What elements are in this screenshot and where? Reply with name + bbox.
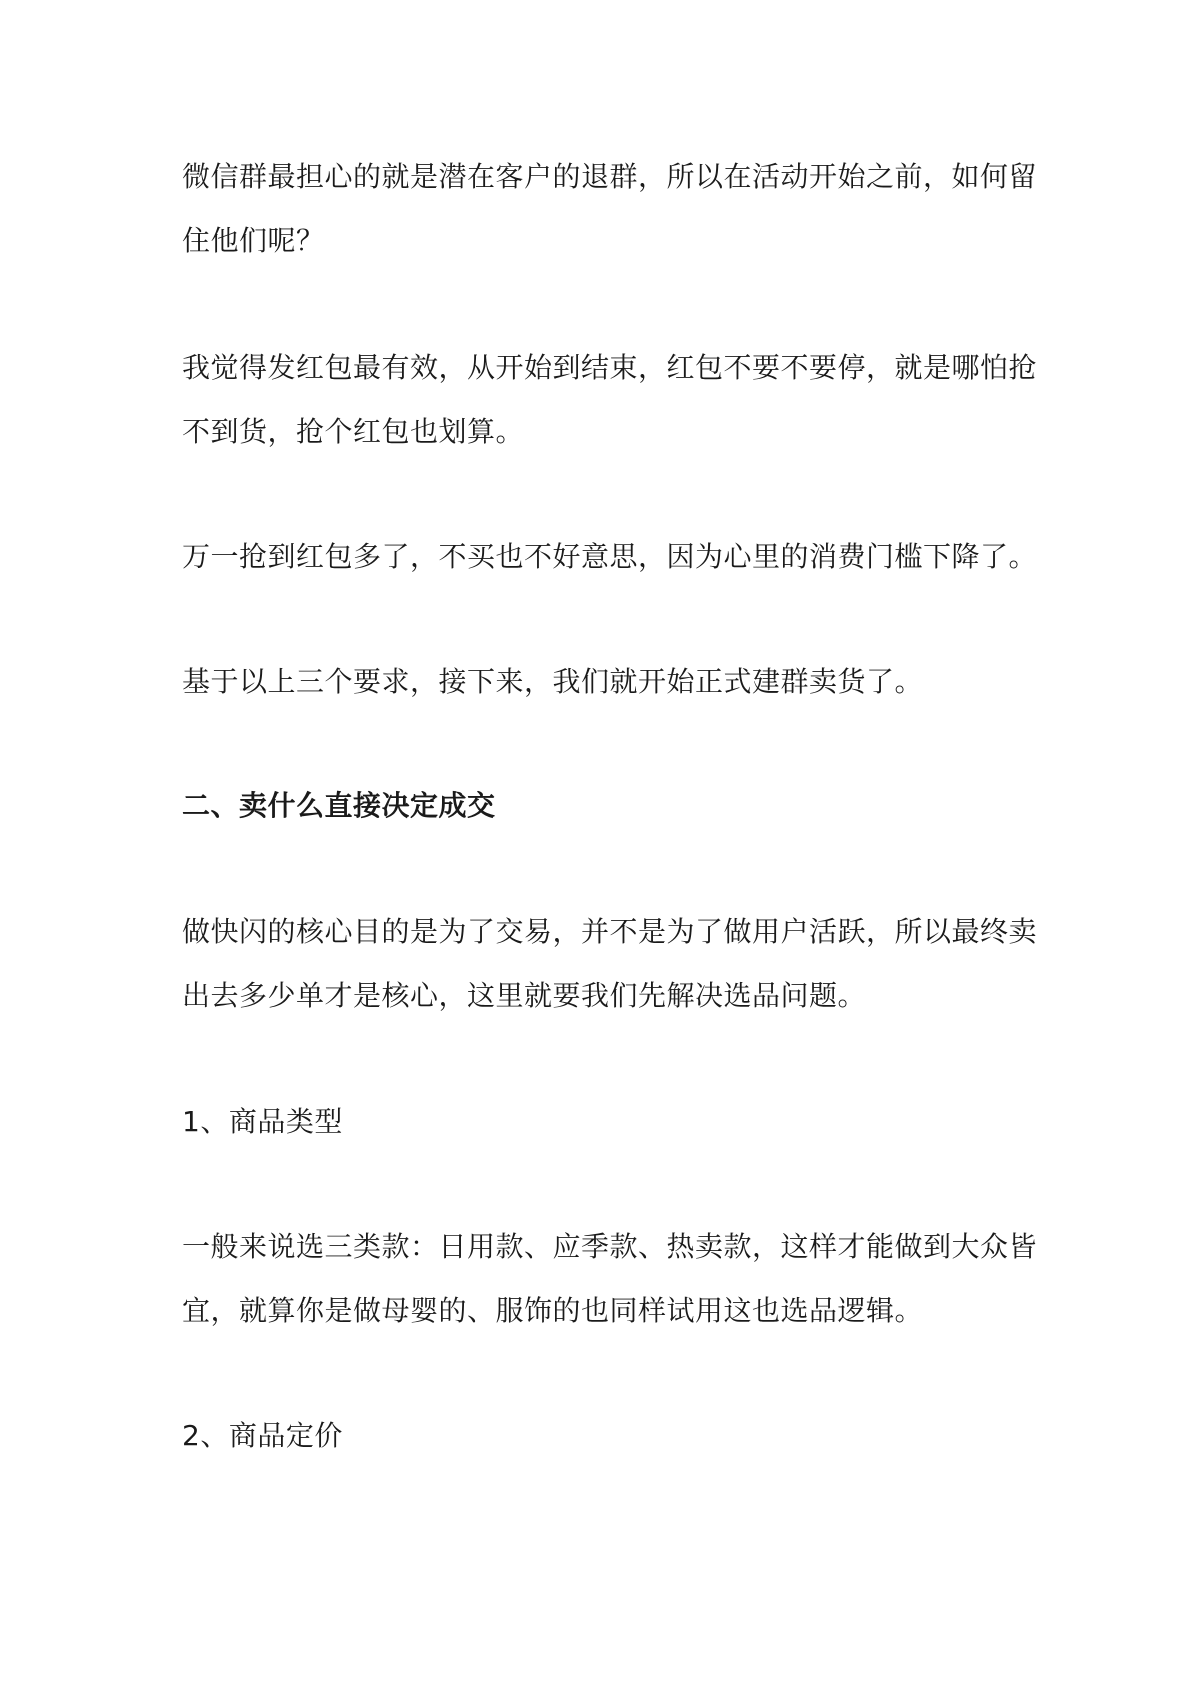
paragraph-line: 出去多少单才是核心，这里就要我们先解决选品问题。 (182, 979, 867, 1012)
paragraph-start-group (182, 650, 1032, 714)
subheading-product-pricing (182, 1404, 1032, 1468)
subheading-product-type (182, 1090, 1032, 1154)
paragraph-line: 我觉得发红包最有效，从开始到结束，红包不要不要停，就是哪怕抢 (182, 351, 1038, 384)
heading-text: 1、商品类型 (182, 1105, 343, 1138)
paragraph-line: 不到货，抢个红包也划算。 (182, 415, 525, 448)
paragraph-product-categories (182, 1215, 1038, 1343)
section-heading-what-to-sell (182, 774, 1032, 838)
paragraph-line: 基于以上三个要求，接下来，我们就开始正式建群卖货了。 (182, 665, 924, 698)
heading-text: 2、商品定价 (182, 1419, 343, 1452)
paragraph-line: 一般来说选三类款：日用款、应季款、热卖款，这样才能做到大众皆 (182, 1230, 1038, 1263)
paragraph-line: 万一抢到红包多了，不买也不好意思，因为心里的消费门槛下降了。 (182, 540, 1038, 573)
paragraph-red-packets (182, 336, 1038, 464)
paragraph-line: 做快闪的核心目的是为了交易，并不是为了做用户活跃，所以最终卖 (182, 915, 1038, 948)
paragraph-retain-members (182, 145, 1038, 273)
paragraph-core-purpose (182, 900, 1038, 1028)
paragraph-line: 宜，就算你是做母婴的、服饰的也同样试用这也选品逻辑。 (182, 1294, 924, 1327)
paragraph-line: 微信群最担心的就是潜在客户的退群，所以在活动开始之前，如何留 (182, 160, 1038, 193)
paragraph-line: 住他们呢？ (182, 224, 325, 257)
heading-text: 二、卖什么直接决定成交 (182, 789, 496, 822)
paragraph-consumption-threshold (182, 525, 1038, 589)
